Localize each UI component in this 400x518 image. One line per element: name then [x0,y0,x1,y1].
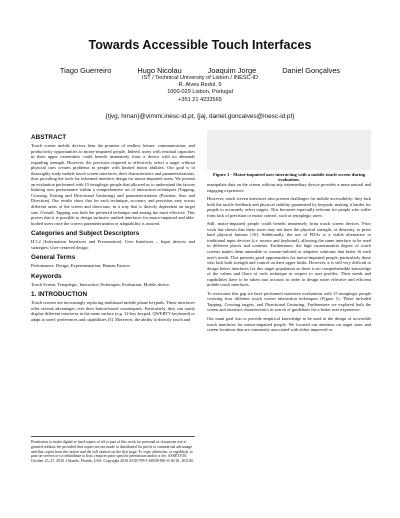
body-paragraph: Still, motor-impaired people could benefit immensely from touch screen devices. Prior work has shown that these users may not have the physical strength, or dexterity, to press hard physical buttons [10]. Additionally, the use of PDAs is a viable alternative to traditional input devices (i.e. mouse and keyboard), allowing the same interface to be used in different places and contexts. Furthermore, the high customization degree of touch screens makes them amenable to custom-tailored or adaptive solutions that better fit each user's needs. This presents good opportunities for motor-impaired people, particularly those who lack both strength and control on their upper limbs. However, it is still very difficult to design better interfaces for this target population as there is no comprehensible knowledge of the values and flaws of each technique in respect to user profiles. Their needs and capabilities have to be taken into account in order to design more effective and efficient mobile touch interfaces. [207,221,371,288]
phone: +351 21 4233565 [178,96,222,103]
author-name: Tiago Guerreiro [59,66,112,75]
intro-text: Touch screens are increasingly replacing traditional mobile phone keypads. These interfaces offer several advantages over their button-based counterparts. Particularly, they can easily display different interfaces in the same surface (e.g. 12-key keypad, QWERTY keyboard) or adapt to users' preferences and capabilities [3]. Moreover, the ability to directly touch and [31,300,195,323]
categories-text: H.5.2 [Information Interfaces and Presentation]: User Interfaces – Input devices and strategies; User-centered design. [31,239,195,250]
terms-text: Performance, Design, Experimentation, Human Factors. [31,263,131,269]
author-emails: {tjvg, hman}@vimmi.inesc-id.pt, {jaj, daniel.goncalves@inesc-id.pt} [105,113,295,120]
author-name: Joaquim Jorge [207,66,257,75]
body-paragraph: manipulate data on the screen without any intermediary device provides a more natural and engaging experience. [207,182,371,193]
author-names [0,66,400,75]
body-paragraph: However, touch screen interfaces also present challenges for mobile accessibility: they lack both the tactile feedback and physical stability guaranteed by keypads, making it harder for people to accurately select targets. This becomes especially relevant for people who suffer from lack of precision or motor control, such as tetraplegic users. [207,196,371,218]
copyright-notice: Permission to make digital or hard copies of all or part of this work for personal or classroom use is granted without fee provided that copies are not made or distributed for profit or commercial advantage and that copies bear this notice and the full citation on the first page. To copy otherwise, or republish, to post on servers or to redistribute to lists, requires prior specific permission and/or a fee. ASSETS'10, October 25–27, 2010, Orlando, Florida, USA. Copyright 2010 ACM 978-1-60558-881-0/10/10...$10.00. [31,436,195,464]
address-line: 1000-029 Lisbon, Portugal [167,89,233,96]
author-block [0,66,400,104]
body-paragraph: Our main goal was to provide empirical knowledge to be used in the design of accessible touch interfaces for motor-impaired people. We focused our attention on target sizes and screen locations that are commonly associated with either improved or [207,316,371,333]
section-heading: Categories and Subject Descriptors [31,230,140,238]
section-heading: 1. INTRODUCTION [31,291,88,299]
section-heading: ABSTRACT [31,134,67,141]
figure-caption: Figure 1 - Motor-impaired user interacting with a mobile touch-screen during evaluation. [212,172,366,183]
section-heading: General Terms [31,254,76,262]
body-paragraph: To overcome this gap we have performed extensive evaluations with 15 tetraplegic people covering four different touch screen interaction techniques (Figure 1). These included Tapping, Crossing targets, and Directional Gesturing. Furthermore we explored both the screen and interface characteristics in search of guidelines for a better user experience. [207,290,371,313]
author-name: Hugo Nicolau [137,66,182,75]
section-heading: Keywords [31,272,62,280]
right-column [207,182,371,336]
affiliation: IST / Technical University of Lisbon / INESC-ID [141,75,259,81]
paper-title: Towards Accessible Touch Interfaces [88,38,312,52]
address-line: R. Alves Redol, 9 [178,82,222,89]
author-name: Daniel Gonçalves [282,66,341,75]
abstract-text: Touch screen mobile devices bear the promise of endless leisure, communication, and productivity opportunities to motor-impaired people. Indeed, users with residual capacities in their upper extremities could benefit immensely from a device with no demands regarding strength. However, the precision required to effectively select a target without physical cues creates problems to people with limited motor abilities. Our goal is to thoroughly study mobile touch screen interfaces, their characteristics and parameterizations, thus providing the tools for informed interface design for motor-impaired users. We present an evaluation performed with 15 tetraplegic people that allowed us to understand the factors limiting user performance within a comprehensive set of interaction techniques (Tapping, Crossing, Exiting and Directional Gesturing) and parameterizations (Position, Size and Direction). Our results show that for each technique, accuracy and precision vary across different areas of the screen and directions, in a way that is directly dependent on target size. Overall, Tapping was both the preferred technique and among the most effective. This proves that it is possible to design inclusive unified interfaces for motor-impaired and able-bodied users once the correct parameterization or adaptability is assured. [31,143,195,226]
figure-image [207,130,371,170]
keywords-text: Touch Screen, Tetraplegic, Interaction Techniques, Evaluation, Mobile device. [31,281,171,287]
left-column [31,130,195,326]
